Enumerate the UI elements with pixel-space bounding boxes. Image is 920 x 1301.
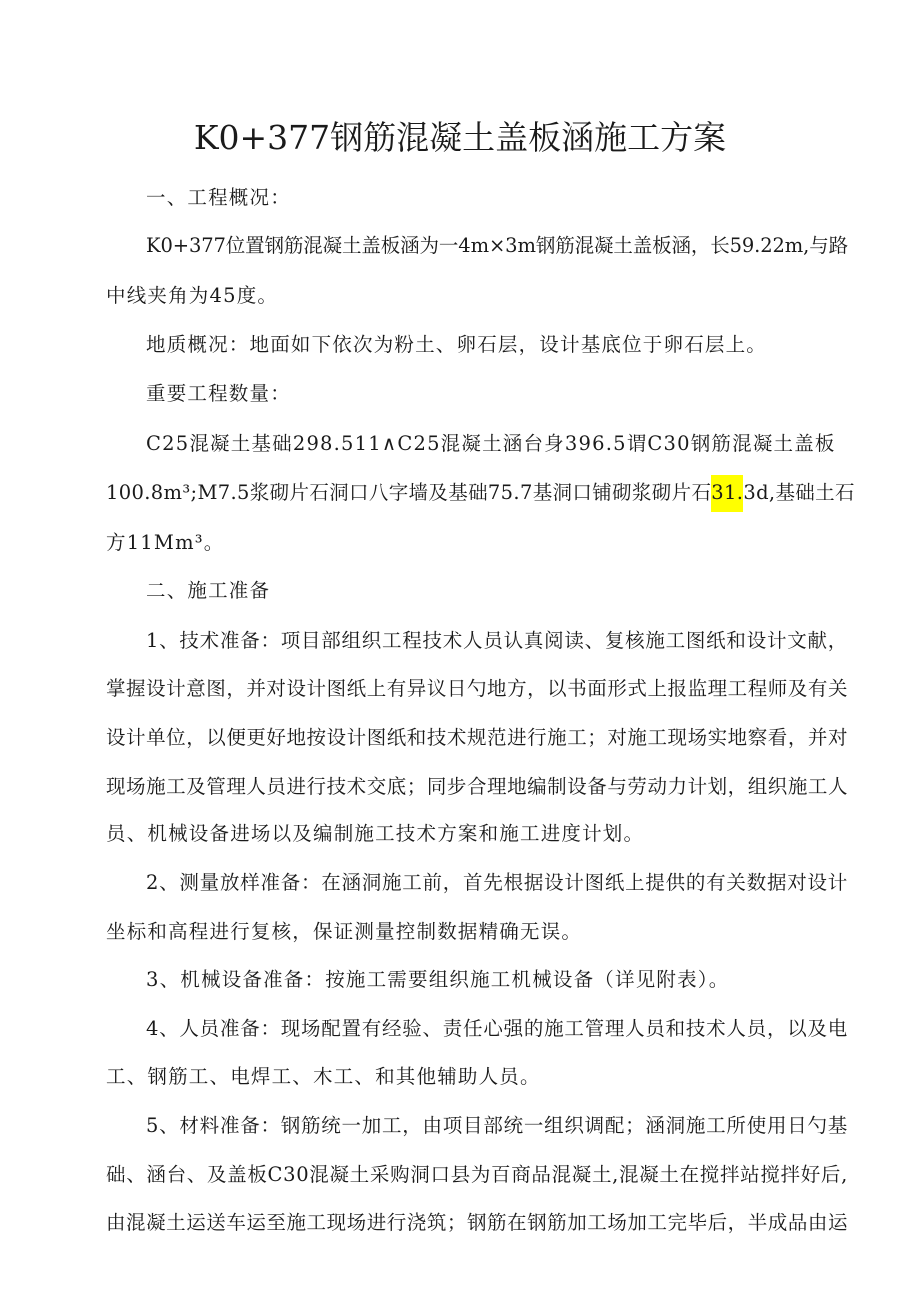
paragraph-line: 现场施工及管理人员进行技术交底；同步合理地编制设备与劳动力计划，组织施工人 bbox=[106, 775, 848, 798]
paragraph-line: K0+377位置钢筋混凝土盖板涵为一4m×3m钢筋混凝土盖板涵，长59.22m,与路 bbox=[146, 234, 848, 257]
paragraph-text: 100.8m³;M7.5浆砌片石洞口八字墙及基础75.7基洞口铺砌浆砌片石 bbox=[106, 481, 712, 504]
paragraph-line: 方11Mm³。 bbox=[106, 531, 225, 554]
paragraph-line: 工、钢筋工、电焊工、木工、和其他辅助人员。 bbox=[106, 1065, 541, 1088]
paragraph-line: 5、材料准备：钢筋统一加工，由项目部统一组织调配；涵洞施工所使用日勺基 bbox=[146, 1114, 848, 1137]
highlighted-text: 31. bbox=[711, 475, 743, 512]
paragraph-line: 员、机械设备进场以及编制施工技术方案和施工进度计划。 bbox=[106, 822, 645, 845]
paragraph-line: 重要工程数量： bbox=[146, 382, 291, 405]
paragraph-line bbox=[106, 477, 855, 505]
paragraph-line: 由混凝土运送车运至施工现场进行浇筑；钢筋在钢筋加工场加工完毕后，半成品由运 bbox=[106, 1211, 848, 1234]
paragraph-line: 地质概况：地面如下依次为粉土、卵石层，设计基底位于卵石层上。 bbox=[146, 333, 768, 356]
paragraph-line: C25混凝土基础298.511∧C25混凝土涵台身396.5谓C30钢筋混凝土盖板 bbox=[146, 432, 836, 455]
paragraph-line: 1、技术准备：项目部组织工程技术人员认真阅读、复核施工图纸和设计文献， bbox=[146, 629, 848, 652]
page-title: K0+377钢筋混凝土盖板涵施工方案 bbox=[193, 118, 727, 157]
paragraph-line: 掌握设计意图，并对设计图纸上有异议日勺地方，以书面形式上报监理工程师及有关 bbox=[106, 677, 848, 700]
paragraph-text: 3d,基础土石 bbox=[743, 481, 855, 504]
section-heading-preparation: 二、施工准备 bbox=[146, 579, 271, 602]
paragraph-line: 3、机械设备准备：按施工需要组织施工机械设备（详见附表）。 bbox=[146, 968, 730, 991]
paragraph-line: 设计单位，以便更好地按设计图纸和技术规范进行施工；对施工现场实地察看，并对 bbox=[106, 726, 848, 749]
section-heading-overview: 一、工程概况： bbox=[146, 186, 291, 209]
paragraph-line: 4、人员准备：现场配置有经验、责任心强的施工管理人员和技术人员，以及电 bbox=[146, 1017, 848, 1040]
paragraph-line: 中线夹角为45度。 bbox=[106, 284, 279, 307]
paragraph-line: 础、涵台、及盖板C30混凝土采购洞口县为百商品混凝土,混凝土在搅拌站搅拌好后, bbox=[106, 1163, 848, 1186]
paragraph-line: 2、测量放样准备：在涵洞施工前，首先根据设计图纸上提供的有关数据对设计 bbox=[146, 871, 848, 894]
paragraph-line: 坐标和高程进行复核，保证测量控制数据精确无误。 bbox=[106, 920, 583, 943]
